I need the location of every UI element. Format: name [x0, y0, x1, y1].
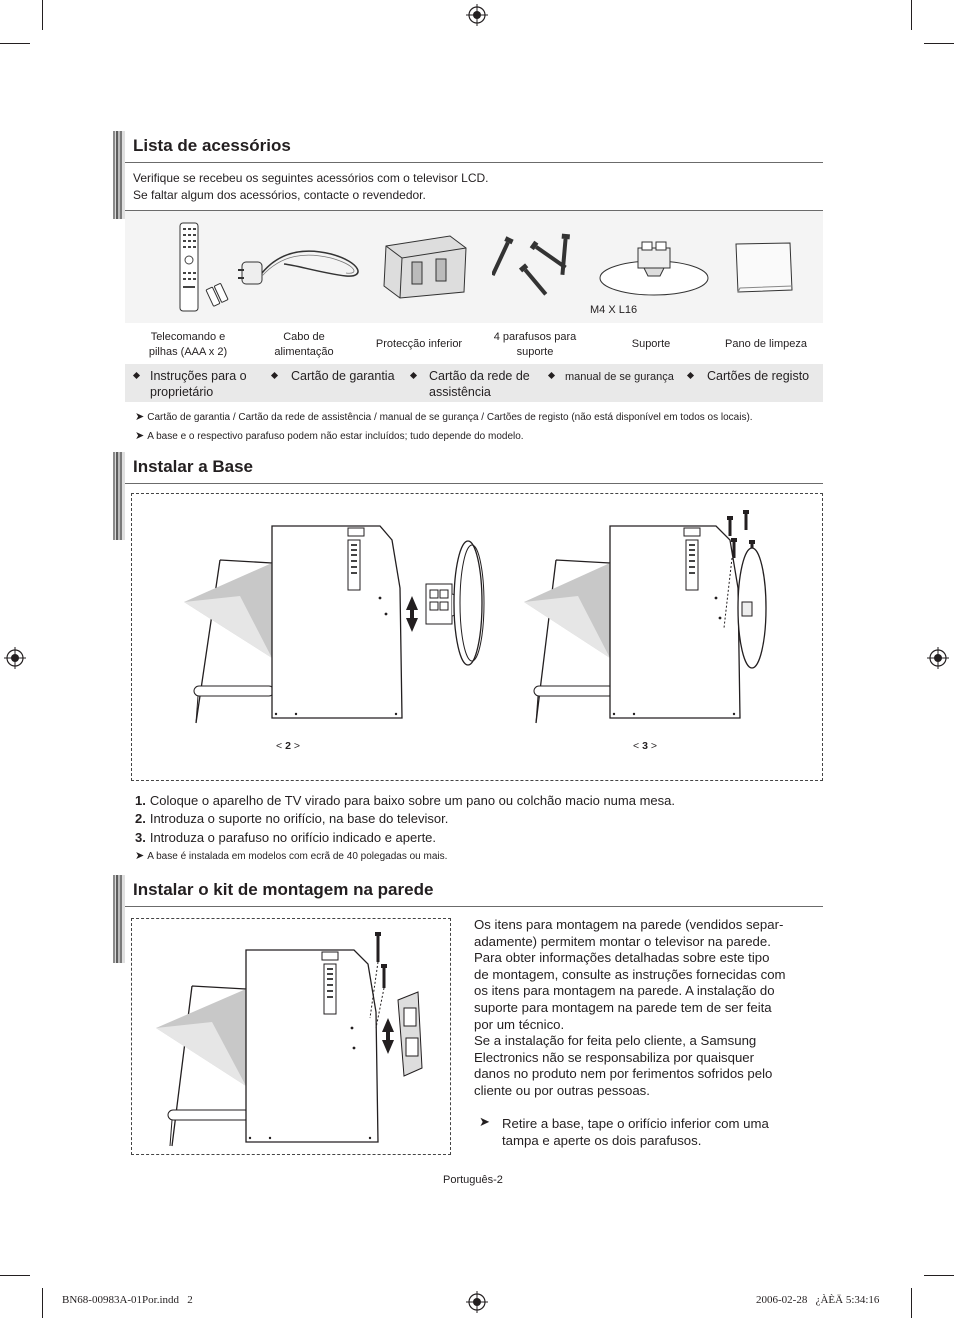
- section-rule: [125, 906, 823, 907]
- crop-mark: [0, 43, 30, 44]
- remote-control-icon: [170, 220, 232, 315]
- screws-icon: [492, 230, 582, 300]
- para-line: cliente ou por outras pessoas.: [474, 1082, 650, 1098]
- tip-line: tampa e aperte os dois parafusos.: [502, 1132, 702, 1148]
- section-rule: [125, 162, 823, 163]
- figure-2-label: < 2 >: [276, 740, 300, 752]
- bottom-cover-icon: [380, 232, 470, 302]
- section-bar: [113, 875, 125, 963]
- para-line: Electronics não se responsabiliza por quaisquer: [474, 1049, 755, 1065]
- crop-mark: [911, 0, 912, 30]
- step-text: Coloque o aparelho de TV virado para baixo sobre um pano ou colchão macio numa mesa.: [149, 793, 675, 808]
- wall-paragraph: [474, 917, 824, 1100]
- section-rule: [125, 483, 823, 484]
- note-text: Cartão de garantia / Cartão da rede de assistência / manual de se gurança / Cartões de registo (não está disponível em todos os locais).: [147, 412, 753, 423]
- crop-mark: [911, 1288, 912, 1318]
- note-arrow-icon: ➤: [135, 411, 145, 423]
- base-note: [135, 849, 447, 862]
- accessory-label: Pano de limpeza: [725, 338, 807, 350]
- accessories-intro-1: Verifique se recebeu os seguintes acessórios com o televisor LCD.: [133, 171, 489, 185]
- step-text: Introduza o suporte no orifício, na base do televisor.: [149, 811, 449, 826]
- bullet-icon: [410, 372, 417, 379]
- page-number: Português-2: [443, 1174, 503, 1186]
- accessories-title: Lista de acessórios: [133, 136, 291, 155]
- wall-mount-illustration: [142, 928, 442, 1148]
- stand-icon: [598, 240, 710, 300]
- base-step: [135, 830, 436, 845]
- accessory-label: Protecção inferior: [375, 338, 463, 350]
- crop-mark: [0, 1275, 30, 1276]
- wall-tip-arrow-icon: ➤: [479, 1114, 490, 1129]
- document-item: Instruções para o proprietário: [150, 369, 247, 399]
- bullet-icon: [687, 372, 694, 379]
- step-number: 3.: [135, 830, 146, 845]
- document-item: Cartão de garantia: [291, 369, 395, 383]
- accessory-label: 4 parafusos para suporte: [493, 331, 577, 358]
- document-item: Cartão da rede de assistência: [429, 369, 530, 399]
- accessories-note: [135, 429, 524, 442]
- tv-stand-install-illustration: [180, 518, 500, 726]
- para-line: por um técnico.: [474, 1016, 565, 1032]
- document-item: manual de se gurança: [565, 371, 674, 383]
- crop-mark: [924, 1275, 954, 1276]
- accessory-label: Suporte: [631, 338, 671, 350]
- para-line: Para obter informações detalhadas sobre este tipo: [474, 950, 770, 966]
- figure-number: 2: [285, 740, 291, 752]
- step-text: Introduza o parafuso no orifício indicado e aperte.: [149, 830, 437, 845]
- registration-mark-icon: [466, 1291, 488, 1313]
- base-title: Instalar a Base: [133, 457, 254, 476]
- tip-line: Retire a base, tape o orifício inferior com uma: [502, 1116, 769, 1131]
- crop-mark: [42, 1288, 43, 1318]
- wall-tip: [502, 1116, 769, 1149]
- note-text: A base é instalada em modelos com ecrã de 40 polegadas ou mais.: [147, 851, 448, 862]
- wall-title: Instalar o kit de montagem na parede: [133, 880, 434, 899]
- para-line: Se a instalação for feita pelo cliente, a Samsung: [474, 1033, 757, 1049]
- document-item: Cartões de registo: [707, 369, 810, 383]
- footer-timestamp: 2006-02-28 ¿ÀÈÄ 5:34:16: [756, 1294, 880, 1306]
- figure-number: 3: [642, 740, 648, 752]
- crop-mark: [42, 0, 43, 30]
- section-bar: [113, 452, 125, 540]
- documents-row: [125, 364, 823, 402]
- accessory-label: Cabo de alimentação: [274, 331, 334, 358]
- accessory-label: Telecomando e pilhas (AAA x 2): [148, 331, 228, 358]
- registration-mark-icon: [466, 4, 488, 26]
- para-line: suporte para montagem na parede tem de ser feita: [474, 999, 772, 1015]
- registration-mark-icon: [927, 647, 949, 669]
- para-line: Os itens para montagem na parede (vendidos separ-: [474, 917, 784, 932]
- tv-screw-install-illustration: [520, 508, 800, 726]
- base-step: [135, 793, 675, 808]
- screw-spec: M4 X L16: [590, 304, 638, 316]
- section-bar: [113, 131, 125, 219]
- footer-filename: BN68-00983A-01Por.indd 2: [62, 1294, 193, 1306]
- note-arrow-icon: ➤: [135, 430, 145, 442]
- para-line: adamente) permitem montar o televisor na parede.: [474, 933, 771, 949]
- para-line: de montagem, consulte as instruções fornecidas com: [474, 966, 786, 982]
- base-step: [135, 811, 448, 826]
- accessories-intro-2: Se faltar algum dos acessórios, contacte o revendedor.: [133, 188, 426, 202]
- para-line: os itens para montagem na parede. A instalação do: [474, 983, 775, 999]
- bullet-icon: [548, 372, 555, 379]
- cleaning-cloth-icon: [732, 240, 796, 296]
- registration-mark-icon: [4, 647, 26, 669]
- figure-3-label: < 3 >: [633, 740, 657, 752]
- para-line: danos no produto nem por ferimentos sofridos pelo: [474, 1066, 773, 1082]
- note-arrow-icon: ➤: [135, 850, 145, 862]
- power-cord-icon: [236, 240, 366, 300]
- crop-mark: [924, 43, 954, 44]
- accessories-note: [135, 410, 753, 423]
- step-number: 2.: [135, 811, 146, 826]
- step-number: 1.: [135, 793, 146, 808]
- note-text: A base e o respectivo parafuso podem não estar incluídos; tudo depende do modelo.: [147, 431, 524, 442]
- bullet-icon: [271, 372, 278, 379]
- bullet-icon: [133, 372, 140, 379]
